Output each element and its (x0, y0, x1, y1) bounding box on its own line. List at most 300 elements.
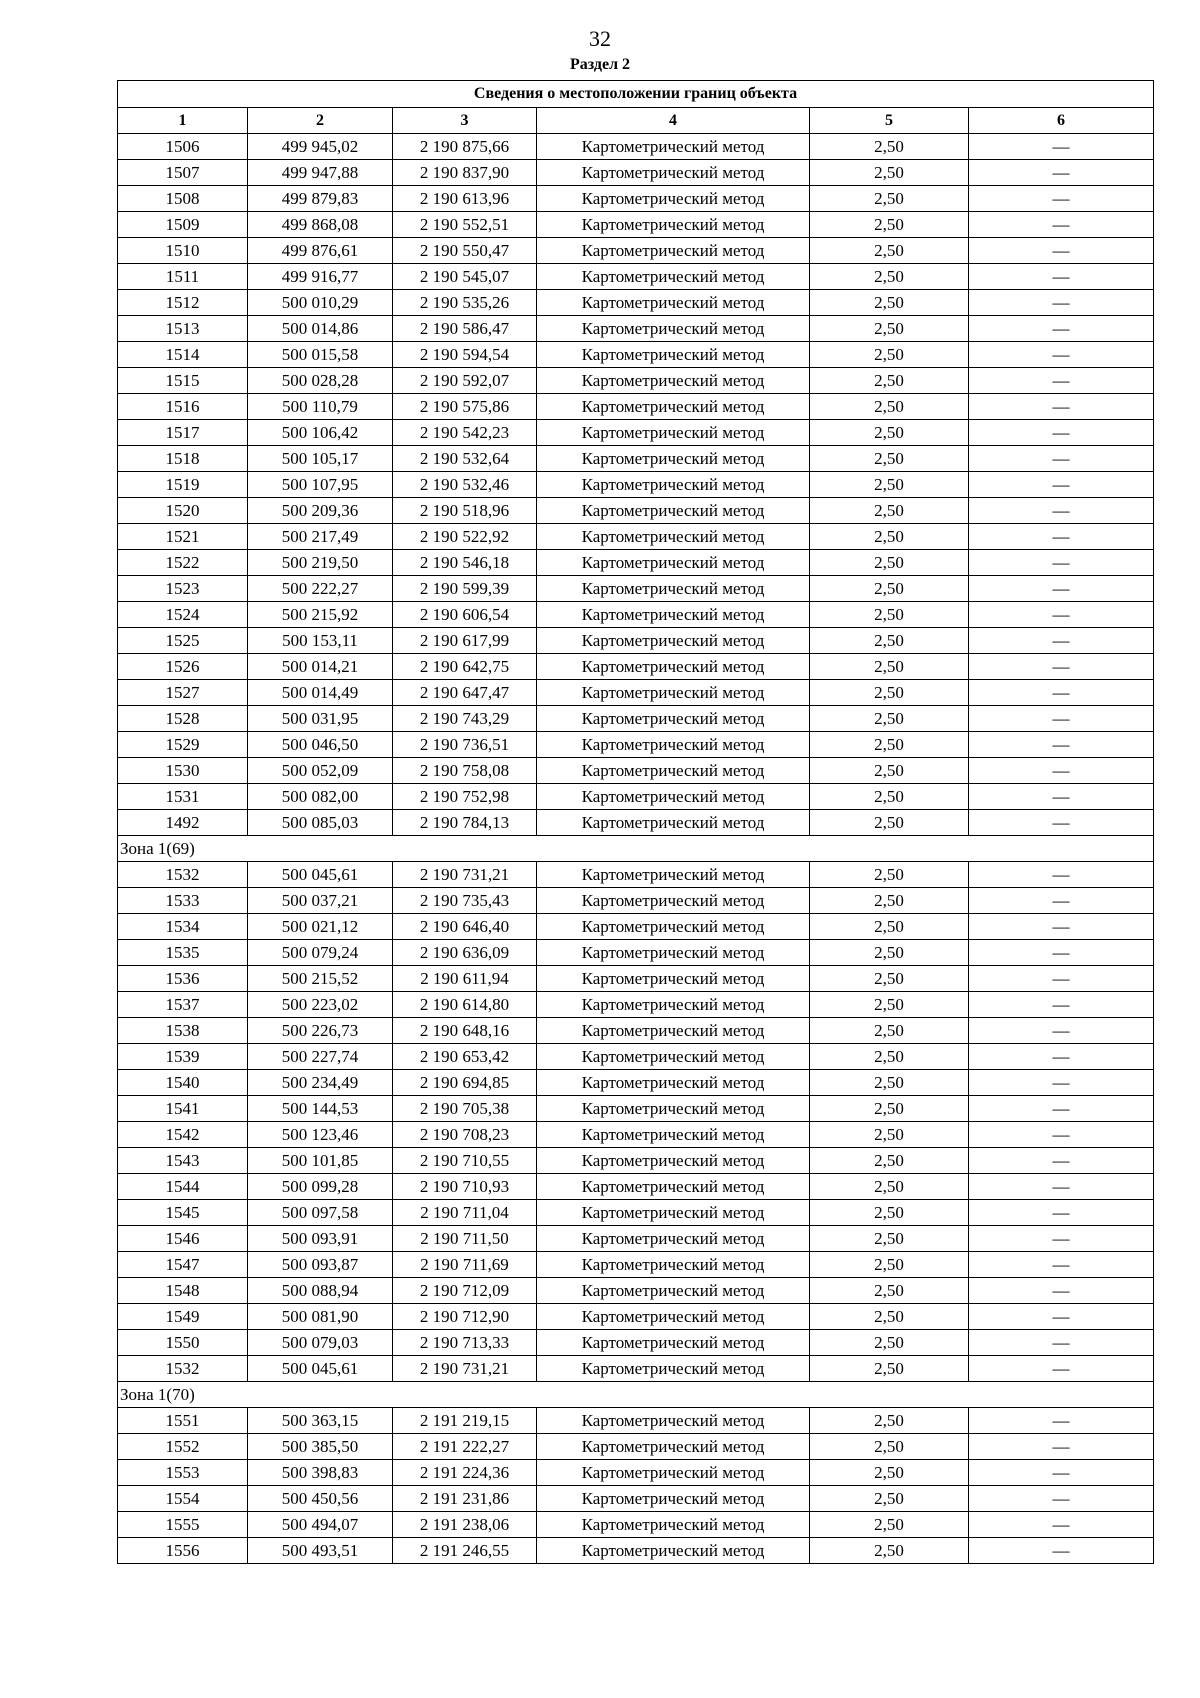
y-coordinate-cell: 2 190 705,38 (393, 1096, 537, 1122)
description-cell: — (969, 1486, 1154, 1512)
accuracy-cell: 2,50 (810, 810, 969, 836)
table-row (118, 680, 1154, 706)
description-cell: — (969, 446, 1154, 472)
table-row (118, 1330, 1154, 1356)
table-row (118, 316, 1154, 342)
x-coordinate-cell: 500 493,51 (248, 1538, 393, 1564)
accuracy-cell: 2,50 (810, 680, 969, 706)
point-number-cell: 1526 (118, 654, 248, 680)
y-coordinate-cell: 2 190 592,07 (393, 368, 537, 394)
table-row (118, 524, 1154, 550)
y-coordinate-cell: 2 190 731,21 (393, 862, 537, 888)
method-cell: Картометрический метод (537, 1356, 810, 1382)
point-number-cell: 1527 (118, 680, 248, 706)
method-cell: Картометрический метод (537, 576, 810, 602)
point-number-cell: 1553 (118, 1460, 248, 1486)
point-number-cell: 1534 (118, 914, 248, 940)
y-coordinate-cell: 2 190 586,47 (393, 316, 537, 342)
table-row (118, 1538, 1154, 1564)
table-row (118, 888, 1154, 914)
x-coordinate-cell: 500 081,90 (248, 1304, 393, 1330)
description-cell: — (969, 1122, 1154, 1148)
y-coordinate-cell: 2 190 710,93 (393, 1174, 537, 1200)
table-row (118, 1486, 1154, 1512)
x-coordinate-cell: 500 085,03 (248, 810, 393, 836)
method-cell: Картометрический метод (537, 1408, 810, 1434)
x-coordinate-cell: 500 227,74 (248, 1044, 393, 1070)
x-coordinate-cell: 500 014,49 (248, 680, 393, 706)
table-row (118, 914, 1154, 940)
description-cell: — (969, 394, 1154, 420)
accuracy-cell: 2,50 (810, 238, 969, 264)
method-cell: Картометрический метод (537, 134, 810, 160)
method-cell: Картометрический метод (537, 628, 810, 654)
x-coordinate-cell: 500 217,49 (248, 524, 393, 550)
accuracy-cell: 2,50 (810, 1538, 969, 1564)
table-row (118, 1356, 1154, 1382)
column-header: 3 (393, 108, 537, 134)
method-cell: Картометрический метод (537, 264, 810, 290)
x-coordinate-cell: 500 046,50 (248, 732, 393, 758)
description-cell: — (969, 264, 1154, 290)
point-number-cell: 1514 (118, 342, 248, 368)
point-number-cell: 1554 (118, 1486, 248, 1512)
x-coordinate-cell: 500 045,61 (248, 1356, 393, 1382)
x-coordinate-cell: 500 209,36 (248, 498, 393, 524)
accuracy-cell: 2,50 (810, 550, 969, 576)
accuracy-cell: 2,50 (810, 914, 969, 940)
table-row (118, 446, 1154, 472)
accuracy-cell: 2,50 (810, 1226, 969, 1252)
table-body (118, 134, 1154, 1564)
description-cell: — (969, 1408, 1154, 1434)
accuracy-cell: 2,50 (810, 1200, 969, 1226)
description-cell: — (969, 1070, 1154, 1096)
method-cell: Картометрический метод (537, 290, 810, 316)
y-coordinate-cell: 2 190 837,90 (393, 160, 537, 186)
x-coordinate-cell: 500 144,53 (248, 1096, 393, 1122)
description-cell: — (969, 1044, 1154, 1070)
x-coordinate-cell: 500 107,95 (248, 472, 393, 498)
x-coordinate-cell: 500 082,00 (248, 784, 393, 810)
x-coordinate-cell: 499 916,77 (248, 264, 393, 290)
method-cell: Картометрический метод (537, 602, 810, 628)
method-cell: Картометрический метод (537, 706, 810, 732)
method-cell: Картометрический метод (537, 654, 810, 680)
table-row (118, 732, 1154, 758)
description-cell: — (969, 316, 1154, 342)
method-cell: Картометрический метод (537, 1044, 810, 1070)
method-cell: Картометрический метод (537, 1252, 810, 1278)
point-number-cell: 1523 (118, 576, 248, 602)
accuracy-cell: 2,50 (810, 316, 969, 342)
x-coordinate-cell: 500 450,56 (248, 1486, 393, 1512)
y-coordinate-cell: 2 190 606,54 (393, 602, 537, 628)
point-number-cell: 1492 (118, 810, 248, 836)
accuracy-cell: 2,50 (810, 1018, 969, 1044)
point-number-cell: 1533 (118, 888, 248, 914)
accuracy-cell: 2,50 (810, 1512, 969, 1538)
point-number-cell: 1532 (118, 862, 248, 888)
method-cell: Картометрический метод (537, 940, 810, 966)
accuracy-cell: 2,50 (810, 524, 969, 550)
table-caption: Сведения о местоположении границ объекта (118, 81, 1154, 108)
method-cell: Картометрический метод (537, 1486, 810, 1512)
y-coordinate-cell: 2 190 642,75 (393, 654, 537, 680)
table-row (118, 1512, 1154, 1538)
method-cell: Картометрический метод (537, 186, 810, 212)
x-coordinate-cell: 499 945,02 (248, 134, 393, 160)
point-number-cell: 1506 (118, 134, 248, 160)
method-cell: Картометрический метод (537, 1122, 810, 1148)
y-coordinate-cell: 2 191 224,36 (393, 1460, 537, 1486)
method-cell: Картометрический метод (537, 758, 810, 784)
table-row (118, 1408, 1154, 1434)
x-coordinate-cell: 500 234,49 (248, 1070, 393, 1096)
point-number-cell: 1544 (118, 1174, 248, 1200)
table-row (118, 238, 1154, 264)
table-row (118, 1460, 1154, 1486)
x-coordinate-cell: 500 106,42 (248, 420, 393, 446)
x-coordinate-cell: 500 093,91 (248, 1226, 393, 1252)
point-number-cell: 1508 (118, 186, 248, 212)
y-coordinate-cell: 2 190 875,66 (393, 134, 537, 160)
table-row (118, 862, 1154, 888)
point-number-cell: 1521 (118, 524, 248, 550)
accuracy-cell: 2,50 (810, 134, 969, 160)
accuracy-cell: 2,50 (810, 1148, 969, 1174)
x-coordinate-cell: 499 876,61 (248, 238, 393, 264)
description-cell: — (969, 368, 1154, 394)
column-number-row (118, 108, 1154, 134)
x-coordinate-cell: 500 153,11 (248, 628, 393, 654)
description-cell: — (969, 1512, 1154, 1538)
accuracy-cell: 2,50 (810, 264, 969, 290)
description-cell: — (969, 758, 1154, 784)
y-coordinate-cell: 2 191 219,15 (393, 1408, 537, 1434)
y-coordinate-cell: 2 190 617,99 (393, 628, 537, 654)
y-coordinate-cell: 2 190 694,85 (393, 1070, 537, 1096)
y-coordinate-cell: 2 190 784,13 (393, 810, 537, 836)
column-header: 1 (118, 108, 248, 134)
description-cell: — (969, 940, 1154, 966)
accuracy-cell: 2,50 (810, 1330, 969, 1356)
accuracy-cell: 2,50 (810, 758, 969, 784)
method-cell: Картометрический метод (537, 1148, 810, 1174)
accuracy-cell: 2,50 (810, 654, 969, 680)
y-coordinate-cell: 2 191 238,06 (393, 1512, 537, 1538)
table-row (118, 966, 1154, 992)
point-number-cell: 1539 (118, 1044, 248, 1070)
description-cell: — (969, 212, 1154, 238)
table-row (118, 394, 1154, 420)
table-row (118, 186, 1154, 212)
description-cell: — (969, 1174, 1154, 1200)
x-coordinate-cell: 500 363,15 (248, 1408, 393, 1434)
method-cell: Картометрический метод (537, 1330, 810, 1356)
point-number-cell: 1556 (118, 1538, 248, 1564)
y-coordinate-cell: 2 190 752,98 (393, 784, 537, 810)
accuracy-cell: 2,50 (810, 498, 969, 524)
method-cell: Картометрический метод (537, 1512, 810, 1538)
description-cell: — (969, 1434, 1154, 1460)
point-number-cell: 1532 (118, 1356, 248, 1382)
table-row (118, 1174, 1154, 1200)
accuracy-cell: 2,50 (810, 784, 969, 810)
table-row (118, 1044, 1154, 1070)
x-coordinate-cell: 500 385,50 (248, 1434, 393, 1460)
accuracy-cell: 2,50 (810, 394, 969, 420)
method-cell: Картометрический метод (537, 914, 810, 940)
method-cell: Картометрический метод (537, 1174, 810, 1200)
point-number-cell: 1517 (118, 420, 248, 446)
y-coordinate-cell: 2 190 712,09 (393, 1278, 537, 1304)
y-coordinate-cell: 2 191 246,55 (393, 1538, 537, 1564)
y-coordinate-cell: 2 190 736,51 (393, 732, 537, 758)
point-number-cell: 1528 (118, 706, 248, 732)
table-row (118, 472, 1154, 498)
description-cell: — (969, 524, 1154, 550)
y-coordinate-cell: 2 190 711,04 (393, 1200, 537, 1226)
y-coordinate-cell: 2 190 648,16 (393, 1018, 537, 1044)
x-coordinate-cell: 500 014,21 (248, 654, 393, 680)
x-coordinate-cell: 500 099,28 (248, 1174, 393, 1200)
y-coordinate-cell: 2 190 611,94 (393, 966, 537, 992)
method-cell: Картометрический метод (537, 1200, 810, 1226)
description-cell: — (969, 1096, 1154, 1122)
accuracy-cell: 2,50 (810, 1252, 969, 1278)
description-cell: — (969, 1356, 1154, 1382)
y-coordinate-cell: 2 190 735,43 (393, 888, 537, 914)
description-cell: — (969, 238, 1154, 264)
table-row (118, 264, 1154, 290)
table-row (118, 134, 1154, 160)
y-coordinate-cell: 2 190 708,23 (393, 1122, 537, 1148)
description-cell: — (969, 706, 1154, 732)
table-row (118, 1096, 1154, 1122)
description-cell: — (969, 420, 1154, 446)
accuracy-cell: 2,50 (810, 1096, 969, 1122)
y-coordinate-cell: 2 190 613,96 (393, 186, 537, 212)
x-coordinate-cell: 500 123,46 (248, 1122, 393, 1148)
table-row (118, 1278, 1154, 1304)
accuracy-cell: 2,50 (810, 888, 969, 914)
zone-label: Зона 1(69) (118, 836, 1154, 862)
table-row (118, 628, 1154, 654)
method-cell: Картометрический метод (537, 784, 810, 810)
x-coordinate-cell: 499 868,08 (248, 212, 393, 238)
table-row (118, 550, 1154, 576)
point-number-cell: 1555 (118, 1512, 248, 1538)
accuracy-cell: 2,50 (810, 420, 969, 446)
x-coordinate-cell: 500 028,28 (248, 368, 393, 394)
accuracy-cell: 2,50 (810, 212, 969, 238)
description-cell: — (969, 1226, 1154, 1252)
point-number-cell: 1549 (118, 1304, 248, 1330)
accuracy-cell: 2,50 (810, 602, 969, 628)
description-cell: — (969, 1460, 1154, 1486)
boundary-coordinates-table (117, 80, 1154, 1564)
point-number-cell: 1552 (118, 1434, 248, 1460)
table-caption-row (118, 81, 1154, 108)
section-title: Раздел 2 (569, 56, 631, 73)
description-cell: — (969, 602, 1154, 628)
description-cell: — (969, 810, 1154, 836)
table-row (118, 342, 1154, 368)
point-number-cell: 1507 (118, 160, 248, 186)
table-row (118, 706, 1154, 732)
x-coordinate-cell: 500 052,09 (248, 758, 393, 784)
accuracy-cell: 2,50 (810, 472, 969, 498)
method-cell: Картометрический метод (537, 1278, 810, 1304)
method-cell: Картометрический метод (537, 680, 810, 706)
accuracy-cell: 2,50 (810, 1070, 969, 1096)
description-cell: — (969, 498, 1154, 524)
method-cell: Картометрический метод (537, 732, 810, 758)
y-coordinate-cell: 2 190 713,33 (393, 1330, 537, 1356)
point-number-cell: 1546 (118, 1226, 248, 1252)
point-number-cell: 1548 (118, 1278, 248, 1304)
y-coordinate-cell: 2 190 614,80 (393, 992, 537, 1018)
description-cell: — (969, 472, 1154, 498)
x-coordinate-cell: 500 215,92 (248, 602, 393, 628)
table-row (118, 810, 1154, 836)
y-coordinate-cell: 2 190 711,69 (393, 1252, 537, 1278)
y-coordinate-cell: 2 190 710,55 (393, 1148, 537, 1174)
table-row (118, 940, 1154, 966)
point-number-cell: 1525 (118, 628, 248, 654)
description-cell: — (969, 628, 1154, 654)
y-coordinate-cell: 2 190 647,47 (393, 680, 537, 706)
zone-row (118, 836, 1154, 862)
accuracy-cell: 2,50 (810, 290, 969, 316)
method-cell: Картометрический метод (537, 368, 810, 394)
y-coordinate-cell: 2 190 545,07 (393, 264, 537, 290)
method-cell: Картометрический метод (537, 342, 810, 368)
point-number-cell: 1520 (118, 498, 248, 524)
accuracy-cell: 2,50 (810, 1356, 969, 1382)
y-coordinate-cell: 2 190 542,23 (393, 420, 537, 446)
table-row (118, 1070, 1154, 1096)
description-cell: — (969, 1304, 1154, 1330)
point-number-cell: 1511 (118, 264, 248, 290)
table-row (118, 576, 1154, 602)
y-coordinate-cell: 2 190 518,96 (393, 498, 537, 524)
table-row (118, 290, 1154, 316)
x-coordinate-cell: 500 021,12 (248, 914, 393, 940)
method-cell: Картометрический метод (537, 1460, 810, 1486)
point-number-cell: 1536 (118, 966, 248, 992)
x-coordinate-cell: 500 226,73 (248, 1018, 393, 1044)
accuracy-cell: 2,50 (810, 862, 969, 888)
table-row (118, 420, 1154, 446)
x-coordinate-cell: 500 088,94 (248, 1278, 393, 1304)
point-number-cell: 1516 (118, 394, 248, 420)
description-cell: — (969, 576, 1154, 602)
x-coordinate-cell: 500 101,85 (248, 1148, 393, 1174)
method-cell: Картометрический метод (537, 316, 810, 342)
accuracy-cell: 2,50 (810, 1408, 969, 1434)
point-number-cell: 1543 (118, 1148, 248, 1174)
accuracy-cell: 2,50 (810, 576, 969, 602)
point-number-cell: 1522 (118, 550, 248, 576)
description-cell: — (969, 914, 1154, 940)
description-cell: — (969, 1200, 1154, 1226)
zone-row (118, 1382, 1154, 1408)
x-coordinate-cell: 500 215,52 (248, 966, 393, 992)
point-number-cell: 1541 (118, 1096, 248, 1122)
x-coordinate-cell: 500 110,79 (248, 394, 393, 420)
table-row (118, 1304, 1154, 1330)
table-row (118, 368, 1154, 394)
x-coordinate-cell: 500 219,50 (248, 550, 393, 576)
point-number-cell: 1551 (118, 1408, 248, 1434)
description-cell: — (969, 186, 1154, 212)
x-coordinate-cell: 500 045,61 (248, 862, 393, 888)
table-row (118, 1226, 1154, 1252)
method-cell: Картометрический метод (537, 1304, 810, 1330)
accuracy-cell: 2,50 (810, 1044, 969, 1070)
x-coordinate-cell: 500 223,02 (248, 992, 393, 1018)
description-cell: — (969, 1018, 1154, 1044)
y-coordinate-cell: 2 190 594,54 (393, 342, 537, 368)
method-cell: Картометрический метод (537, 524, 810, 550)
description-cell: — (969, 784, 1154, 810)
table-row (118, 654, 1154, 680)
table-row (118, 1018, 1154, 1044)
method-cell: Картометрический метод (537, 472, 810, 498)
method-cell: Картометрический метод (537, 446, 810, 472)
table-row (118, 992, 1154, 1018)
accuracy-cell: 2,50 (810, 706, 969, 732)
table-row (118, 1252, 1154, 1278)
x-coordinate-cell: 500 079,03 (248, 1330, 393, 1356)
accuracy-cell: 2,50 (810, 966, 969, 992)
point-number-cell: 1509 (118, 212, 248, 238)
point-number-cell: 1542 (118, 1122, 248, 1148)
method-cell: Картометрический метод (537, 1434, 810, 1460)
x-coordinate-cell: 500 079,24 (248, 940, 393, 966)
point-number-cell: 1518 (118, 446, 248, 472)
description-cell: — (969, 1538, 1154, 1564)
description-cell: — (969, 680, 1154, 706)
table-row (118, 784, 1154, 810)
point-number-cell: 1512 (118, 290, 248, 316)
point-number-cell: 1524 (118, 602, 248, 628)
method-cell: Картометрический метод (537, 238, 810, 264)
y-coordinate-cell: 2 190 731,21 (393, 1356, 537, 1382)
y-coordinate-cell: 2 191 222,27 (393, 1434, 537, 1460)
description-cell: — (969, 862, 1154, 888)
y-coordinate-cell: 2 190 743,29 (393, 706, 537, 732)
accuracy-cell: 2,50 (810, 1278, 969, 1304)
point-number-cell: 1531 (118, 784, 248, 810)
y-coordinate-cell: 2 191 231,86 (393, 1486, 537, 1512)
table-row (118, 160, 1154, 186)
column-header: 5 (810, 108, 969, 134)
y-coordinate-cell: 2 190 532,64 (393, 446, 537, 472)
description-cell: — (969, 134, 1154, 160)
x-coordinate-cell: 500 222,27 (248, 576, 393, 602)
accuracy-cell: 2,50 (810, 732, 969, 758)
point-number-cell: 1547 (118, 1252, 248, 1278)
x-coordinate-cell: 500 105,17 (248, 446, 393, 472)
x-coordinate-cell: 500 097,58 (248, 1200, 393, 1226)
x-coordinate-cell: 500 010,29 (248, 290, 393, 316)
column-header: 6 (969, 108, 1154, 134)
point-number-cell: 1529 (118, 732, 248, 758)
accuracy-cell: 2,50 (810, 186, 969, 212)
